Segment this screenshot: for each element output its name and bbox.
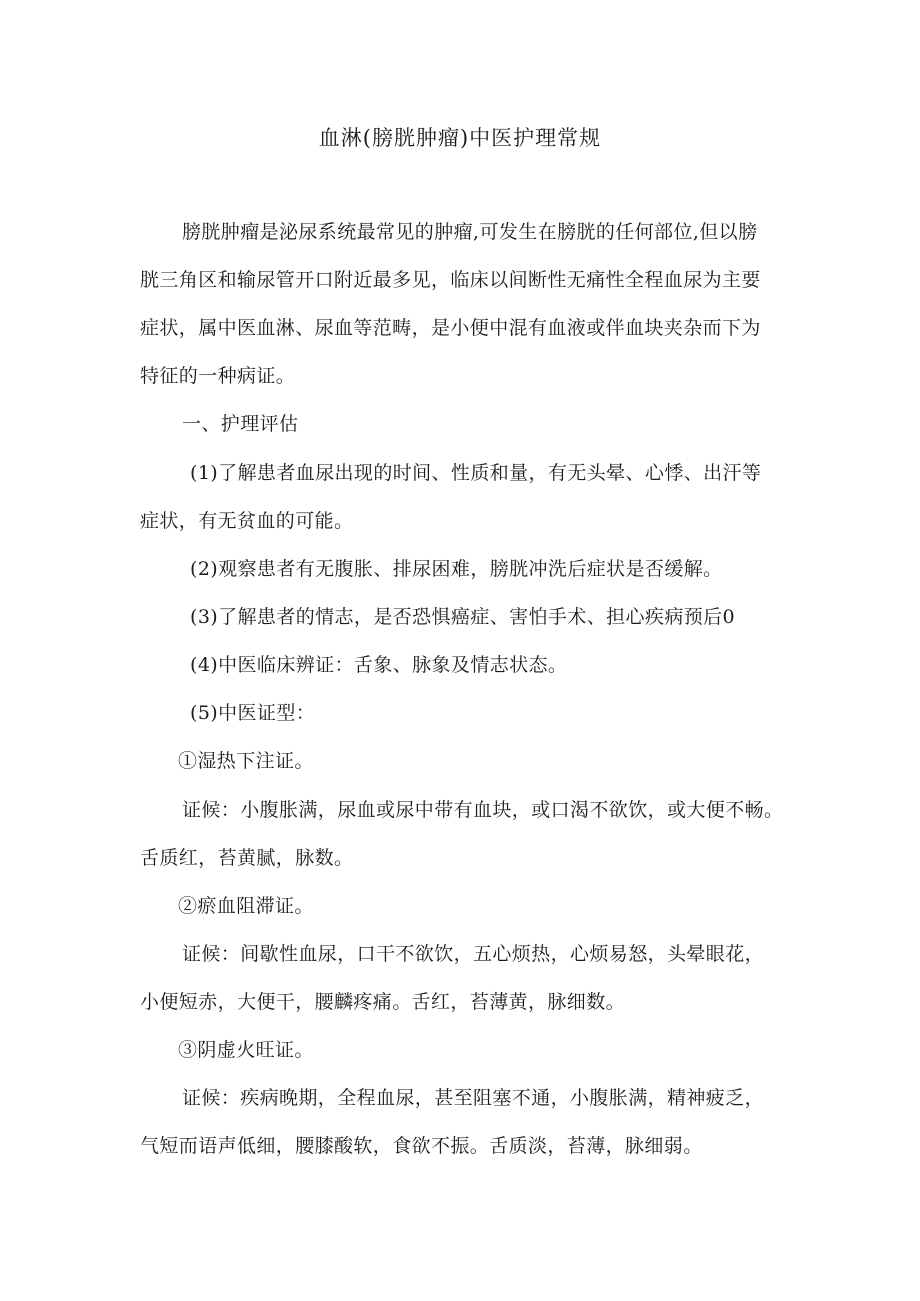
syndrome-heading-1: ①湿热下注证。 [178, 750, 314, 772]
text-line-1: 膀胱肿瘤是泌尿系统最常见的肿瘤,可发生在膀胱的任何部位,但以膀 [182, 221, 758, 243]
text-line-3: 症状，属中医血淋、尿血等范畴，是小便中混有血液或伴血块夹杂而下为 [140, 317, 761, 339]
text-line-9: (3)了解患者的情志，是否恐惧癌症、害怕手术、担心疾病预后0 [190, 606, 736, 628]
text-line-17: 小便短赤，大便干，腰麟疼痛。舌红，苔薄黄，脉细数。 [140, 991, 626, 1013]
text-line-7: 症状，有无贫血的可能。 [140, 510, 354, 532]
text-line-10: (4)中医临床辨证：舌象、脉象及情志状态。 [190, 654, 568, 676]
text-line-4: 特征的一种病证。 [140, 365, 296, 387]
text-line-13: 证候：小腹胀满，尿血或尿中带有血块，或口渴不欲饮，或大便不畅。 [182, 799, 784, 821]
text-line-19: 证候：疾病晚期，全程血尿，甚至阻塞不通，小腹胀满，精神疲乏， [182, 1087, 765, 1109]
syndrome-heading-3: ③阴虚火旺证。 [178, 1039, 314, 1061]
text-line-11: (5)中医证型： [190, 702, 316, 724]
document-title: 血淋(膀胱肿瘤)中医护理常规 [318, 126, 602, 150]
text-line-8: (2)观察患者有无腹胀、排尿困难，膀胱冲洗后症状是否缓解。 [190, 558, 723, 580]
text-line-20: 气短而语声低细，腰膝酸软，食欲不振。舌质淡，苔薄，脉细弱。 [140, 1135, 703, 1157]
text-line-2: 胱三角区和输尿管开口附近最多见，临床以间断性无痛性全程血尿为主要 [140, 269, 761, 291]
text-line-6: (1)了解患者血尿出现的时间、性质和量，有无头晕、心悸、出汗等 [190, 462, 762, 484]
text-line-16: 证候：间歇性血尿，口干不欲饮，五心烦热，心烦易怒，头晕眼花， [182, 943, 765, 965]
text-line-14: 舌质红，苔黄腻，脉数。 [140, 847, 354, 869]
section-heading: 一、护理评估 [182, 413, 299, 435]
syndrome-heading-2: ②瘀血阻滞证。 [178, 895, 314, 917]
